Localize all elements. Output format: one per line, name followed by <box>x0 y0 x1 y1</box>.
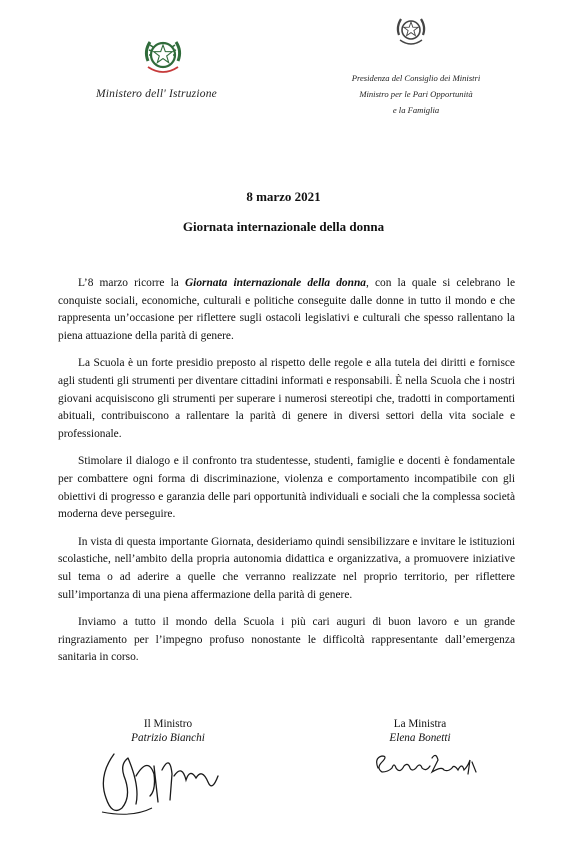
document-title: Giornata internazionale della donna <box>182 219 385 234</box>
handwritten-signature-right <box>372 748 482 787</box>
paragraph-5: Inviamo a tutto il mondo della Scuola i più cari auguri di buon lavoro e un grande ringraziamento per l’impegno profuso nonostante le difficoltà rappresentante dall’emergenza sanitaria in corso. <box>58 616 515 664</box>
paragraph-1-emphasis: Giornata internazionale della donna <box>184 277 366 289</box>
republic-emblem-left-icon <box>140 33 186 79</box>
paragraph-3: Stimolare il dialogo e il confronto tra studentesse, studenti, famiglie e docenti è fondamentale per combattere ogni forma di discriminazione, violenza e comportamento incompatibile con gli obiettivi di progresso e garanzia delle pari opportunità individuali e sociali che la complessa società moderna deve perseguire. <box>58 455 515 521</box>
signature-name-left: Patrizio Bianchi <box>131 732 205 744</box>
ministry-line-2: e la Famiglia <box>392 105 440 115</box>
presidency-header <box>322 70 510 118</box>
ministry-name: Ministero dell' Istruzione <box>96 88 217 100</box>
signature-role-right: La Ministra <box>393 718 447 730</box>
signature-name-right: Elena Bonetti <box>389 732 451 744</box>
document-date: 8 marzo 2021 <box>246 189 321 204</box>
paragraph-4: In vista di questa importante Giornata, desideriamo quindi sensibilizzare e invitare le istituzioni scolastiche, nell’ambito della propria autonomia didattica e organizzativa, a promuovere iniziative sul tema o ad aderire a quelle che verranno realizzate nel proprio territorio, per riflettere sull’importanza di una piena affermazione della parità di genere. <box>58 535 515 601</box>
presidency-line: Presidenza del Consiglio dei Ministri <box>351 73 481 83</box>
ministry-line: Ministro per le Pari Opportunità <box>359 89 473 99</box>
letter-body <box>58 275 515 677</box>
paragraph-1-text-a: L’8 marzo ricorre la <box>78 277 185 289</box>
paragraph-1 <box>58 275 515 345</box>
signature-role-left: Il Ministro <box>143 718 193 730</box>
paragraph-2: La Scuola è un forte presidio preposto al rispetto delle regole e alla tutela dei diritti e fornisce agli studenti gli strumenti per diventare cittadini informati e responsabili. È nella Scuola che i nostri giovani acquisiscono gli strumenti per superare i numerosi stereotipi che, tradotti in comportamenti abituali, contribuiscono a rallentare la parità di genere in diversi settori della vita sociale e professionale. <box>58 357 515 440</box>
signature-block-left <box>108 717 228 745</box>
signature-block-right <box>360 717 480 745</box>
paragraph-1-text-b: , con la quale si celebrano le conquiste sociali, economiche, culturali e politiche conseguite dalle donne in tutto il mondo e che rappresenta un’occasione per riflettere sugli ostacoli legislativi e culturali che spesso rallentano la piena attuazione della parità di genere. <box>58 277 515 342</box>
handwritten-signature-left <box>92 746 232 827</box>
republic-emblem-right-icon <box>394 12 428 50</box>
